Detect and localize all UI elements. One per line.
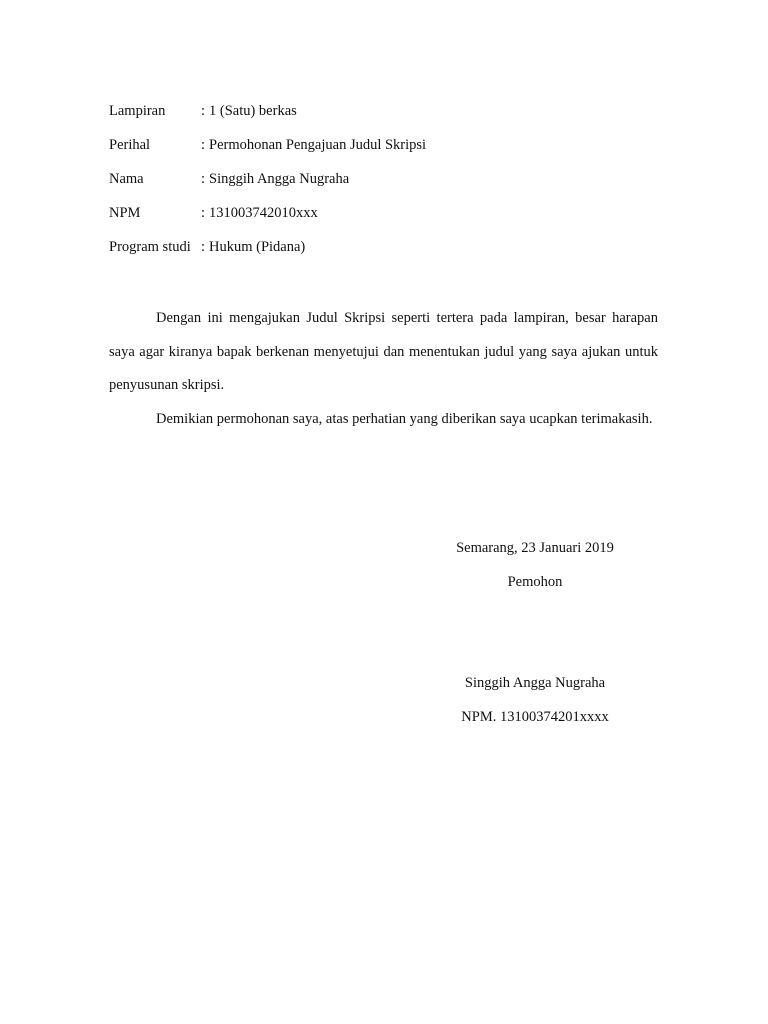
field-lampiran bbox=[109, 101, 669, 135]
field-perihal bbox=[109, 135, 669, 169]
field-separator: : bbox=[201, 137, 206, 153]
field-separator: : bbox=[201, 103, 206, 119]
signature-role: Pemohon bbox=[507, 574, 563, 590]
field-value: Singgih Angga Nugraha bbox=[209, 171, 350, 187]
signature-npm: NPM. 13100374201xxxx bbox=[461, 709, 609, 725]
field-label: Nama bbox=[109, 171, 144, 187]
field-value: 131003742010xxx bbox=[209, 205, 318, 221]
letter-header-fields bbox=[109, 101, 669, 271]
body-paragraph-closing: Demikian permohonan saya, atas perhatian yang diberikan saya ucapkan terimakasih. bbox=[156, 410, 653, 427]
field-program-studi bbox=[109, 237, 669, 271]
signature-place-date: Semarang, 23 Januari 2019 bbox=[456, 540, 614, 556]
field-separator: : bbox=[201, 171, 206, 187]
signature-name: Singgih Angga Nugraha bbox=[464, 675, 606, 691]
field-value: Permohonan Pengajuan Judul Skripsi bbox=[209, 137, 427, 153]
field-label: Lampiran bbox=[109, 103, 166, 119]
field-label: Perihal bbox=[109, 137, 151, 153]
field-label: Program studi bbox=[109, 239, 191, 255]
field-value: Hukum (Pidana) bbox=[209, 239, 306, 255]
field-npm bbox=[109, 203, 669, 237]
field-separator: : bbox=[201, 239, 206, 255]
field-value: 1 (Satu) berkas bbox=[209, 103, 297, 119]
field-nama bbox=[109, 169, 669, 203]
field-label: NPM bbox=[109, 205, 141, 221]
body-paragraph-request: Dengan ini mengajukan Judul Skripsi seperti tertera pada lampiran, besar harapan saya agar kiranya bapak berkenan menyetujui dan menentukan judul yang saya ajukan untuk penyusunan skripsi. bbox=[109, 310, 658, 393]
field-separator: : bbox=[201, 205, 206, 221]
letter-body bbox=[109, 302, 658, 436]
